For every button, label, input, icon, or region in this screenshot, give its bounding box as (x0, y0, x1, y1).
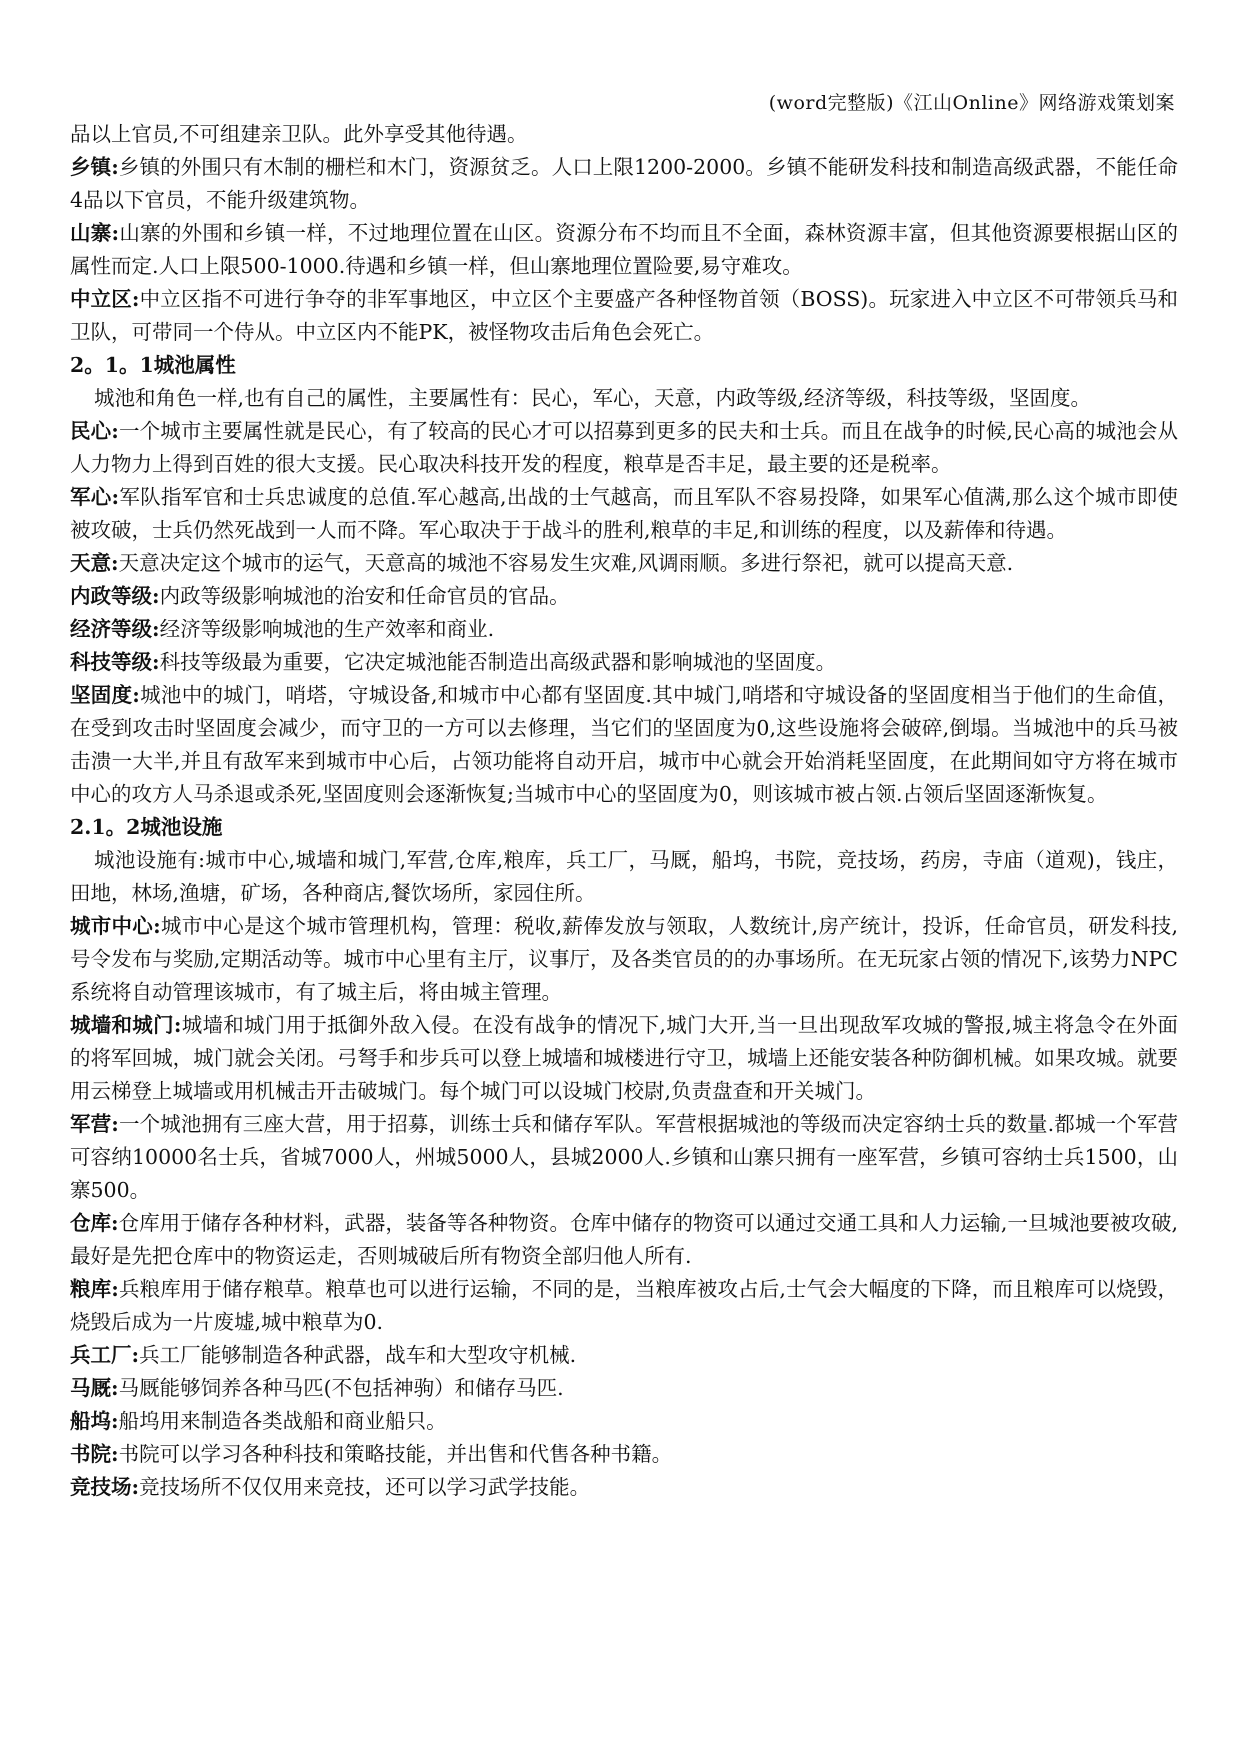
term: 坚固度: (70, 683, 140, 707)
paragraph-township (70, 151, 1178, 217)
document-body (70, 118, 1178, 1504)
paragraph-warehouse (70, 1207, 1178, 1273)
paragraph-barracks (70, 1108, 1178, 1207)
paragraph-text: 内政等级影响城池的治安和任命官员的官品。 (159, 584, 570, 608)
term: 粮库: (70, 1277, 119, 1301)
section-heading: 2.1。2城池设施 (70, 815, 223, 839)
term: 经济等级: (70, 617, 160, 641)
paragraph-admin-level (70, 580, 1178, 613)
paragraph-text: 城池和角色一样,也有自己的属性，主要属性有：民心，军心，天意，内政等级,经济等级，科技等级，坚固度。 (94, 386, 1092, 410)
paragraph (70, 118, 1178, 151)
paragraph-facilities-intro (70, 844, 1178, 910)
paragraph-granary (70, 1273, 1178, 1339)
paragraph-walls-gates (70, 1009, 1178, 1108)
paragraph-public-morale (70, 415, 1178, 481)
term: 城墙和城门: (70, 1013, 182, 1037)
paragraph-neutral-zone (70, 283, 1178, 349)
term: 仓库: (70, 1211, 119, 1235)
paragraph-text: 科技等级最为重要，它决定城池能否制造出高级武器和影响城池的坚固度。 (159, 650, 837, 674)
paragraph-tech-level (70, 646, 1178, 679)
paragraph-text: 山寨的外围和乡镇一样，不过地理位置在山区。资源分布不均而且不全面，森林资源丰富，但其他资源要根据山区的属性而定.人口上限500-1000.待遇和乡镇一样，但山寨地理位置险要,易守难攻。 (70, 221, 1178, 278)
paragraph-text: 城池设施有:城市中心,城墙和城门,军营,仓库,粮库，兵工厂，马厩，船坞，书院，竞技场，药房，寺庙（道观)，钱庄，田地，林场,渔塘，矿场，各种商店,餐饮场所，家园住所。 (70, 848, 1178, 905)
paragraph-fortune (70, 547, 1178, 580)
term: 山寨: (70, 221, 120, 245)
paragraph-text: 品以上官员,不可组建亲卫队。此外享受其他待遇。 (70, 122, 528, 146)
page-header: (word完整版)《江山Online》网络游戏策划案 (768, 92, 1175, 114)
paragraph-academy (70, 1438, 1178, 1471)
term: 中立区: (70, 287, 140, 311)
paragraph-durability (70, 679, 1178, 811)
paragraph-arsenal (70, 1339, 1178, 1372)
paragraph-text: 兵工厂能够制造各种武器，战车和大型攻守机械. (139, 1343, 577, 1367)
paragraph-text: 城墙和城门用于抵御外敌入侵。在没有战争的情况下,城门大开,当一旦出现敌军攻城的警报,城主将急令在外面的将军回城，城门就会关闭。弓弩手和步兵可以登上城墙和城楼进行守卫，城墙上还能安装各种防御机械。如果攻城。就要用云梯登上城墙或用机械击开击破城门。每个城门可以设城门校尉,负责盘查和开关城门。 (70, 1013, 1178, 1103)
paragraph-army-morale (70, 481, 1178, 547)
term: 乡镇: (70, 155, 119, 179)
paragraph-text: 城市中心是这个城市管理机构，管理：税收,薪俸发放与领取，人数统计,房产统计，投诉，任命官员，研发科技,号令发布与奖励,定期活动等。城市中心里有主厅，议事厅，及各类官员的的办事场所。在无玩家占领的情况下,该势力NPC系统将自动管理该城市，有了城主后，将由城主管理。 (70, 914, 1178, 1004)
term: 书院: (70, 1442, 119, 1466)
term: 军营: (70, 1112, 119, 1136)
paragraph-text: 经济等级影响城池的生产效率和商业. (159, 617, 495, 641)
paragraph-city-center (70, 910, 1178, 1009)
paragraph-text: 马厩能够饲养各种马匹(不包括神驹）和储存马匹. (118, 1376, 564, 1400)
paragraph-mountain-fort (70, 217, 1178, 283)
term: 马厩: (70, 1376, 119, 1400)
paragraph-text: 中立区指不可进行争夺的非军事地区，中立区个主要盛产各种怪物首领（BOSS)。玩家进入中立区不可带领兵马和卫队，可带同一个侍从。中立区内不能PK，被怪物攻击后角色会死亡。 (70, 287, 1178, 344)
paragraph-text: 兵粮库用于储存粮草。粮草也可以进行运输，不同的是，当粮库被攻占后,士气会大幅度的下降，而且粮库可以烧毁，烧毁后成为一片废墟,城中粮草为0. (70, 1277, 1178, 1334)
term: 天意: (70, 551, 119, 575)
term: 内政等级: (70, 584, 160, 608)
term: 船坞: (70, 1409, 119, 1433)
term: 竞技场: (70, 1475, 140, 1499)
paragraph-text: 乡镇的外围只有木制的栅栏和木门，资源贫乏。人口上限1200-2000。乡镇不能研发科技和制造高级武器，不能任命4品以下官员，不能升级建筑物。 (70, 155, 1178, 212)
paragraph-arena (70, 1471, 1178, 1504)
section-heading: 2。1。1城池属性 (70, 353, 236, 377)
paragraph-text: 竞技场所不仅仅用来竞技，还可以学习武学技能。 (139, 1475, 591, 1499)
paragraph-economy-level (70, 613, 1178, 646)
paragraph-text: 船坞用来制造各类战船和商业船只。 (118, 1409, 447, 1433)
term: 民心: (70, 419, 119, 443)
paragraph-text: 一个城市主要属性就是民心，有了较高的民心才可以招募到更多的民夫和士兵。而且在战争的时候,民心高的城池会从人力物力上得到百姓的很大支援。民心取决科技开发的程度，粮草是否丰足，最主要的还是税率。 (70, 419, 1178, 476)
paragraph-text: 仓库用于储存各种材料，武器，装备等各种物资。仓库中储存的物资可以通过交通工具和人力运输,一旦城池要被攻破,最好是先把仓库中的物资运走，否则城破后所有物资全部归他人所有. (70, 1211, 1178, 1268)
paragraph-text: 军队指军官和士兵忠诚度的总值.军心越高,出战的士气越高，而且军队不容易投降，如果军心值满,那么这个城市即使被攻破，士兵仍然死战到一人而不降。军心取决于于战斗的胜利,粮草的丰足,和训练的程度，以及薪俸和待遇。 (70, 485, 1178, 542)
paragraph-stable (70, 1372, 1178, 1405)
paragraph-text: 天意决定这个城市的运气，天意高的城池不容易发生灾难,风调雨顺。多进行祭祀，就可以提高天意. (118, 551, 1014, 575)
term: 军心: (70, 485, 120, 509)
paragraph-text: 一个城池拥有三座大营，用于招募，训练士兵和储存军队。军营根据城池的等级而决定容纳士兵的数量.都城一个军营可容纳10000名士兵，省城7000人，州城5000人，县城2000人.乡镇和山寨只拥有一座军营，乡镇可容纳士兵1500，山寨500。 (70, 1112, 1178, 1202)
paragraph-intro (70, 382, 1178, 415)
paragraph-text: 城池中的城门，哨塔，守城设备,和城市中心都有坚固度.其中城门,哨塔和守城设备的坚固度相当于他们的生命值，在受到攻击时坚固度会减少，而守卫的一方可以去修理，当它们的坚固度为0,这些设施将会破碎,倒塌。当城池中的兵马被击溃一大半,并且有敌军来到城市中心后，占领功能将自动开启，城市中心就会开始消耗坚固度，在此期间如守方将在城市中心的攻方人马杀退或杀死,坚固度则会逐渐恢复;当城市中心的坚固度为0，则该城市被占领.占领后坚固逐渐恢复。 (70, 683, 1179, 806)
paragraph-text: 书院可以学习各种科技和策略技能，并出售和代售各种书籍。 (118, 1442, 673, 1466)
term: 科技等级: (70, 650, 160, 674)
term: 城市中心: (70, 914, 161, 938)
paragraph-shipyard (70, 1405, 1178, 1438)
term: 兵工厂: (70, 1343, 140, 1367)
